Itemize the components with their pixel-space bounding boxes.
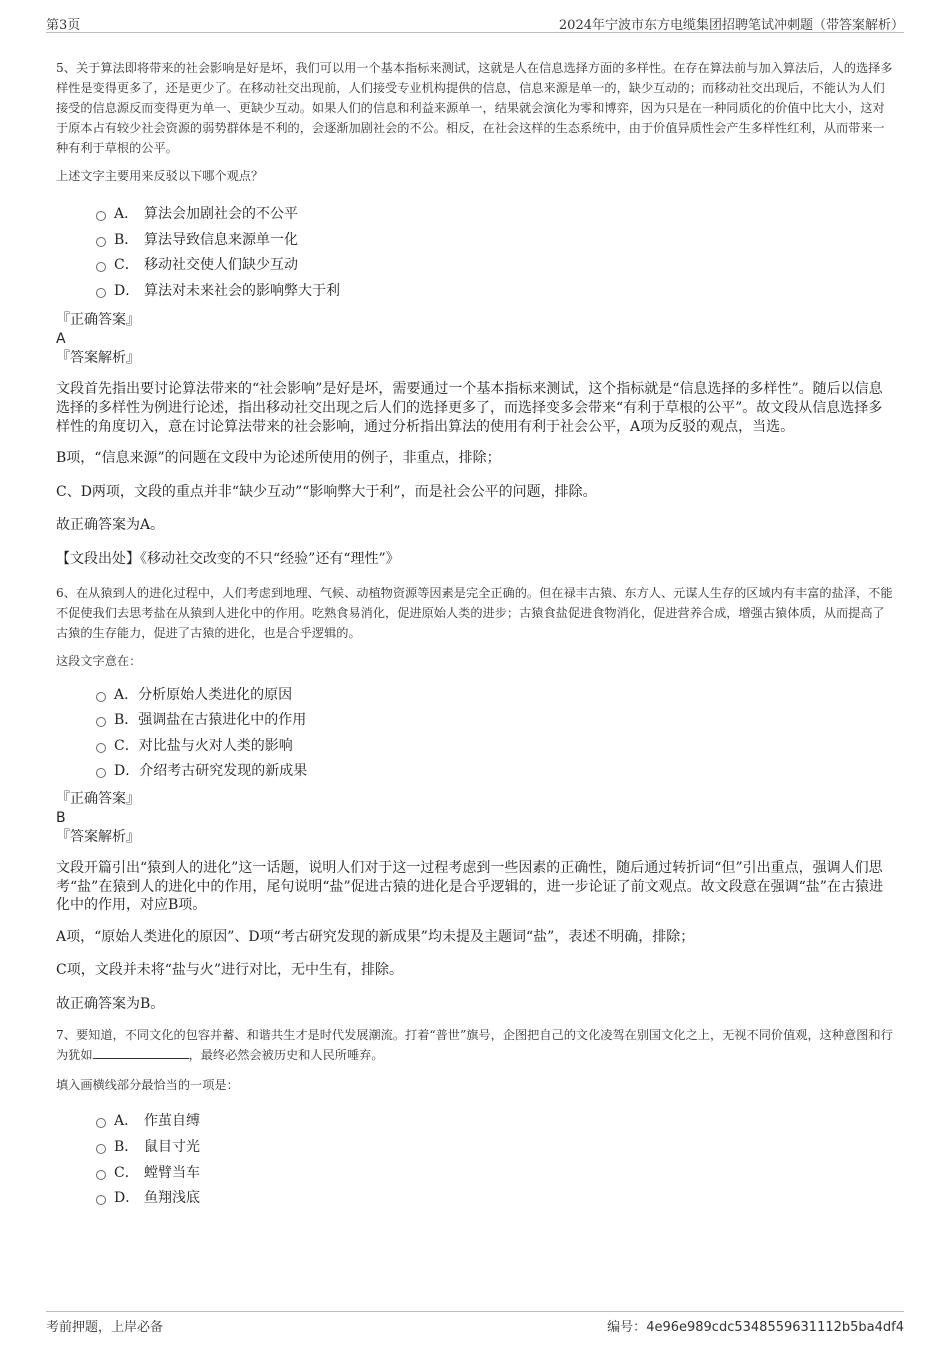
q6-analysis-1: 文段开篇引出“猿到人的进化”这一话题，说明人们对于这一过程考虑到一些因素的正确性，随后通过转折词“但”引出重点，强调人们思考“盐”在猿到人的进化中的作用，尾句说明“盐”促进古猿的进化是合乎逻辑的，进一步论证了前文观点。故文段意在强调“盐”在古猿进化中的作用，对应B项。 — [56, 859, 883, 914]
q5-text: 5、关于算法即将带来的社会影响是好是坏，我们可以用一个基本指标来测试，这就是人在信息选择方面的多样性。在存在算法前与加入算法后，人的选择多样性是变得更多了，还是更少了。在移动社交出现前，人们接受专业机构提供的信息，信息来源是单一的，缺少互动的；而移动社交出现后，不能认为人们接受的信息源反而变得更为单一、更缺少互动。如果人们的信息和利益来源单一，结果就会演化为零和博弈，因为只是在一种同质化的价值中比大小，这对于原本占有较少社会资源的弱势群体是不利的，会逐渐加剧社会的不公。相反，在社会这样的生态系统中，由于价值异质性会产生多样性红利，从而带来一种有利于草根的公平。 — [56, 61, 893, 155]
radio-icon[interactable] — [96, 1144, 106, 1154]
q5-prompt: 上述文字主要用来反驳以下哪个观点？ — [56, 169, 264, 183]
q5-analysis-2: B项，“信息来源”的问题在文段中为论述所使用的例子，非重点，排除； — [56, 450, 501, 467]
q5-correct-label: 『正确答案』 — [56, 312, 140, 329]
fill-blank — [93, 1046, 189, 1059]
q5-analysis-label: 『答案解析』 — [56, 350, 140, 367]
q6-analysis-4: 故正确答案为B。 — [56, 995, 165, 1012]
q5-answer: A — [56, 331, 66, 348]
q6-text: 6、在从猿到人的进化过程中，人们考虑到地理、气候、动植物资源等因素是完全正确的。但在禄丰古猿、东方人、元谋人生存的区域内有丰富的盐泽，不能不促使我们去思考盐在从猿到人进化中的作用。吃熟食易消化，促进原始人类的进步；古猿食盐促进食物消化，促进营养合成，增强古猿体质，从而提高了古猿的生存能力，促进了古猿的进化，也是合乎逻辑的。 — [56, 585, 893, 640]
q6-analysis-2: A项，“原始人类进化的原因”、D项“考古研究发现的新成果”均未提及主题词“盐”，表述不明确，排除； — [56, 928, 695, 945]
q6-analysis-3: C项，文段并未将“盐与火”进行对比，无中生有，排除。 — [56, 962, 404, 979]
q7-option-b[interactable]: B． 鼠目寸光 — [96, 1135, 894, 1161]
document-code: 编号：4e96e989cdc5348559631112b5ba4df4 — [607, 1320, 904, 1335]
page-number: 第3页 — [46, 18, 81, 33]
radio-icon[interactable] — [96, 692, 106, 702]
q7-option-c[interactable]: C． 螳臂当车 — [96, 1161, 894, 1187]
radio-icon[interactable] — [96, 743, 106, 753]
q5-source: 【文段出处】《移动社交改变的不只“经验”还有“理性”》 — [56, 550, 400, 567]
q5-option-d[interactable]: D． 算法对未来社会的影响弊大于利 — [96, 279, 894, 305]
q5-option-a[interactable]: A． 算法会加剧社会的不公平 — [96, 202, 894, 228]
q7-text: 7、要知道，不同文化的包容并蓄、和谐共生才是时代发展潮流。打着“普世”旗号，企图把自己的文化凌驾在别国文化之上，无视不同价值观，这种意图和行为犹如 ，最终必然会被历史和人民所唾弃。 — [56, 1028, 893, 1063]
radio-icon[interactable] — [96, 1170, 106, 1180]
radio-icon[interactable] — [96, 1195, 106, 1205]
radio-icon[interactable] — [96, 211, 106, 221]
q6-prompt: 这段文字意在： — [56, 653, 142, 668]
q6-analysis-label: 『答案解析』 — [56, 828, 140, 845]
q6-option-c[interactable]: C．对比盐与火对人类的影响 — [96, 734, 894, 760]
document-title: 2024年宁波市东方电缆集团招聘笔试冲刺题（带答案解析） — [558, 18, 904, 33]
page-footer — [46, 1311, 904, 1338]
q7-option-a[interactable]: A． 作茧自缚 — [96, 1109, 894, 1135]
q6-answer: B — [56, 809, 66, 826]
radio-icon[interactable] — [96, 1118, 106, 1128]
main-content — [56, 58, 894, 1212]
q5-option-b[interactable]: B． 算法导致信息来源单一化 — [96, 228, 894, 254]
q6-correct-label: 『正确答案』 — [56, 790, 140, 807]
q5-option-c[interactable]: C． 移动社交使人们缺少互动 — [96, 253, 894, 279]
q7-options — [96, 1109, 894, 1211]
radio-icon[interactable] — [96, 237, 106, 247]
q7-option-d[interactable]: D． 鱼翔浅底 — [96, 1186, 894, 1212]
q6-option-b[interactable]: B．强调盐在古猿进化中的作用 — [96, 708, 894, 734]
q5-options — [96, 202, 894, 304]
q5-analysis-4: 故正确答案为A。 — [56, 517, 165, 534]
q6-option-d[interactable]: D．介绍考古研究发现的新成果 — [96, 759, 894, 785]
radio-icon[interactable] — [96, 262, 106, 272]
q5-analysis-1: 文段首先指出要讨论算法带来的“社会影响”是好是坏，需要通过一个基本指标来测试，这个指标就是“信息选择的多样性”。随后以信息选择的多样性为例进行论述，指出移动社交出现之后人们的选择更多了，而选择变多会带来“有利于草根的公平”。故文段从信息选择多样性的角度切入，意在讨论算法带来的社会影响，通过分析指出算法的使用有利于社会公平，A项为反驳的观点，当选。 — [56, 381, 883, 435]
q6-option-a[interactable]: A．分析原始人类进化的原因 — [96, 683, 894, 709]
radio-icon[interactable] — [96, 717, 106, 727]
page-header — [46, 10, 904, 33]
q6-options — [96, 683, 894, 785]
q7-prompt: 填入画横线部分最恰当的一项是： — [56, 1078, 239, 1093]
radio-icon[interactable] — [96, 288, 106, 298]
q5-analysis-3: C、D两项，文段的重点并非“缺少互动”“影响弊大于利”，而是社会公平的问题，排除。 — [56, 483, 597, 500]
footer-slogan: 考前押题，上岸必备 — [46, 1320, 164, 1335]
radio-icon[interactable] — [96, 768, 106, 778]
